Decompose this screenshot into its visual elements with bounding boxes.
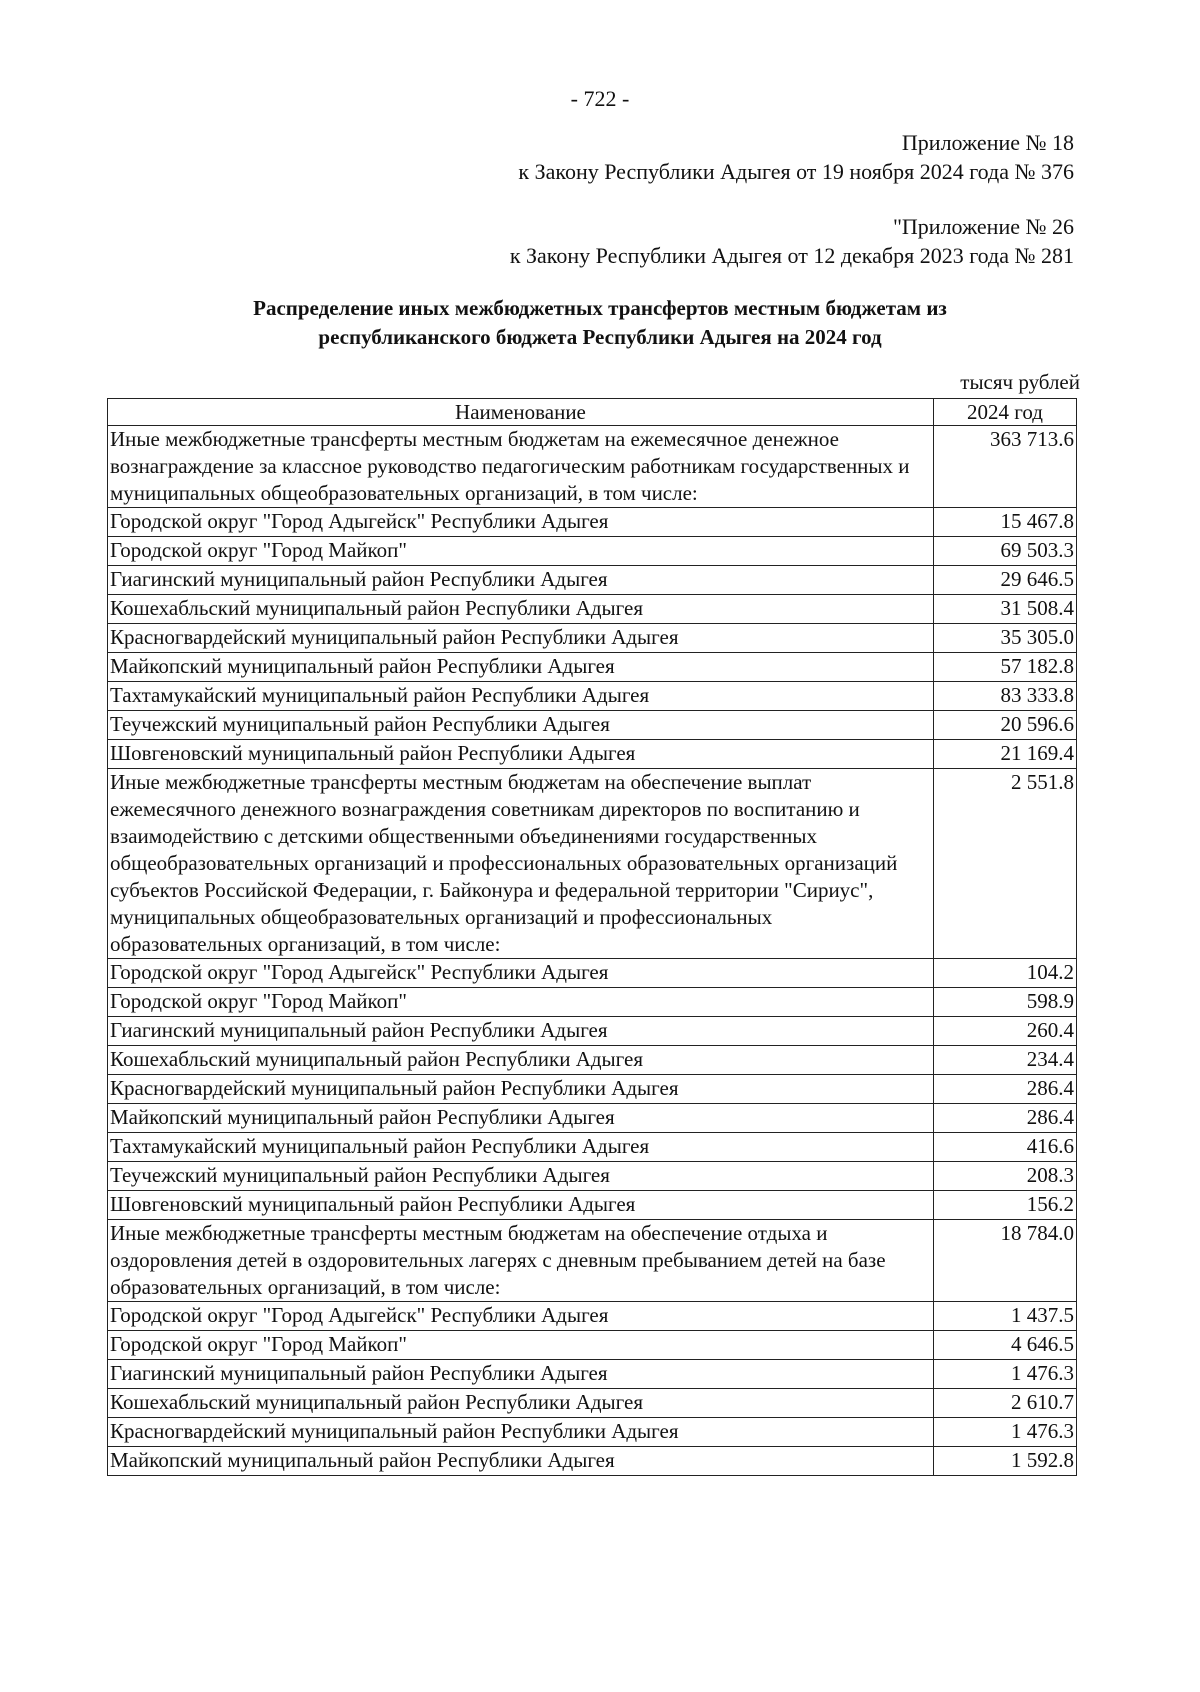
row-value: 104.2 <box>933 959 1076 988</box>
annex-previous <box>510 212 1074 270</box>
row-value: 234.4 <box>933 1046 1076 1075</box>
table-row <box>108 1389 1077 1418</box>
row-name: Майкопский муниципальный район Республики Адыгея <box>108 1104 934 1133</box>
table-row <box>108 988 1077 1017</box>
table-row <box>108 537 1077 566</box>
page-number: - 722 - <box>570 86 630 111</box>
row-value: 1 437.5 <box>933 1302 1076 1331</box>
row-value: 20 596.6 <box>933 711 1076 740</box>
units-label: тысяч рублей <box>960 370 1080 394</box>
row-value: 69 503.3 <box>933 537 1076 566</box>
table-row <box>108 1104 1077 1133</box>
document-title-line-2: республиканского бюджета Республики Адыгея на 2024 год <box>318 325 882 349</box>
table-row <box>108 595 1077 624</box>
row-name: Красногвардейский муниципальный район Республики Адыгея <box>108 1075 934 1104</box>
document-title <box>150 294 1050 352</box>
annex-previous-number: "Приложение № 26 <box>892 214 1074 239</box>
row-value: 57 182.8 <box>933 653 1076 682</box>
row-value: 4 646.5 <box>933 1331 1076 1360</box>
row-value: 2 610.7 <box>933 1389 1076 1418</box>
row-value: 35 305.0 <box>933 624 1076 653</box>
row-value: 286.4 <box>933 1104 1076 1133</box>
row-name: Городской округ "Город Адыгейск" Республики Адыгея <box>108 959 934 988</box>
row-value: 416.6 <box>933 1133 1076 1162</box>
row-name: Шовгеновский муниципальный район Республики Адыгея <box>108 740 934 769</box>
column-header-year: 2024 год <box>933 399 1076 426</box>
annex-current-law: к Закону Республики Адыгея от 19 ноября 2024 года № 376 <box>518 159 1074 184</box>
row-name: Теучежский муниципальный район Республики Адыгея <box>108 711 934 740</box>
row-name: Городской округ "Город Майкоп" <box>108 988 934 1017</box>
row-name: Кошехабльский муниципальный район Республики Адыгея <box>108 1389 934 1418</box>
row-name: Красногвардейский муниципальный район Республики Адыгея <box>108 624 934 653</box>
row-name: Кошехабльский муниципальный район Республики Адыгея <box>108 595 934 624</box>
table-row <box>108 682 1077 711</box>
row-name: Кошехабльский муниципальный район Республики Адыгея <box>108 1046 934 1075</box>
row-value: 363 713.6 <box>933 426 1076 508</box>
table-row <box>108 426 1077 508</box>
row-value: 21 169.4 <box>933 740 1076 769</box>
table-row <box>108 1017 1077 1046</box>
row-name: Шовгеновский муниципальный район Республики Адыгея <box>108 1191 934 1220</box>
table-row <box>108 711 1077 740</box>
table-row <box>108 566 1077 595</box>
row-name: Гиагинский муниципальный район Республики Адыгея <box>108 566 934 595</box>
row-name: Городской округ "Город Адыгейск" Республики Адыгея <box>108 508 934 537</box>
table-header-row <box>108 399 1077 426</box>
row-value: 2 551.8 <box>933 769 1076 959</box>
row-name: Красногвардейский муниципальный район Республики Адыгея <box>108 1418 934 1447</box>
row-name: Городской округ "Город Адыгейск" Республики Адыгея <box>108 1302 934 1331</box>
table-row <box>108 1302 1077 1331</box>
table-row <box>108 653 1077 682</box>
row-name: Гиагинский муниципальный район Республики Адыгея <box>108 1360 934 1389</box>
row-name: Гиагинский муниципальный район Республики Адыгея <box>108 1017 934 1046</box>
table-row <box>108 1447 1077 1476</box>
table-row <box>108 769 1077 959</box>
row-name: Иные межбюджетные трансферты местным бюджетам на обеспечение отдыха и оздоровления детей в оздоровительных лагерях с дневным пребыванием детей на базе образовательных организаций, в том числе: <box>108 1220 934 1302</box>
table-row <box>108 959 1077 988</box>
row-value: 1 592.8 <box>933 1447 1076 1476</box>
annex-previous-law: к Закону Республики Адыгея от 12 декабря 2023 года № 281 <box>509 243 1074 268</box>
row-name: Городской округ "Город Майкоп" <box>108 537 934 566</box>
column-header-name: Наименование <box>108 399 934 426</box>
row-value: 15 467.8 <box>933 508 1076 537</box>
row-value: 1 476.3 <box>933 1360 1076 1389</box>
row-value: 156.2 <box>933 1191 1076 1220</box>
table-body <box>108 426 1077 1476</box>
row-value: 1 476.3 <box>933 1418 1076 1447</box>
row-value: 260.4 <box>933 1017 1076 1046</box>
transfers-table <box>107 398 1077 1476</box>
row-name: Майкопский муниципальный район Республики Адыгея <box>108 1447 934 1476</box>
row-value: 208.3 <box>933 1162 1076 1191</box>
table-row <box>108 1046 1077 1075</box>
row-name: Городской округ "Город Майкоп" <box>108 1331 934 1360</box>
table-row <box>108 1191 1077 1220</box>
table-row <box>108 508 1077 537</box>
document-title-line-1: Распределение иных межбюджетных трансфертов местным бюджетам из <box>253 296 947 320</box>
table-row <box>108 740 1077 769</box>
row-value: 598.9 <box>933 988 1076 1017</box>
table-row <box>108 1162 1077 1191</box>
row-value: 31 508.4 <box>933 595 1076 624</box>
row-name: Теучежский муниципальный район Республики Адыгея <box>108 1162 934 1191</box>
table-row <box>108 1220 1077 1302</box>
row-value: 83 333.8 <box>933 682 1076 711</box>
row-value: 29 646.5 <box>933 566 1076 595</box>
table-row <box>108 1331 1077 1360</box>
table-row <box>108 1133 1077 1162</box>
row-name: Иные межбюджетные трансферты местным бюджетам на обеспечение выплат ежемесячного денежного вознаграждения советникам директоров по воспитанию и взаимодействию с детскими общественными объединениями государственных общеобразовательных организаций и профессиональных образовательных организаций субъектов Российской Федерации, г. Байконура и федеральной территории "Сириус", муниципальных общеобразовательных организаций и профессиональных образовательных организаций, в том числе: <box>108 769 934 959</box>
row-value: 286.4 <box>933 1075 1076 1104</box>
row-name: Майкопский муниципальный район Республики Адыгея <box>108 653 934 682</box>
annex-current <box>518 128 1074 186</box>
table-row <box>108 1075 1077 1104</box>
row-name: Тахтамукайский муниципальный район Республики Адыгея <box>108 682 934 711</box>
annex-current-number: Приложение № 18 <box>901 130 1074 155</box>
row-value: 18 784.0 <box>933 1220 1076 1302</box>
table-row <box>108 624 1077 653</box>
row-name: Иные межбюджетные трансферты местным бюджетам на ежемесячное денежное вознаграждение за классное руководство педагогическим работникам государственных и муниципальных общеобразовательных организаций, в том числе: <box>108 426 934 508</box>
row-name: Тахтамукайский муниципальный район Республики Адыгея <box>108 1133 934 1162</box>
table-row <box>108 1360 1077 1389</box>
table-row <box>108 1418 1077 1447</box>
